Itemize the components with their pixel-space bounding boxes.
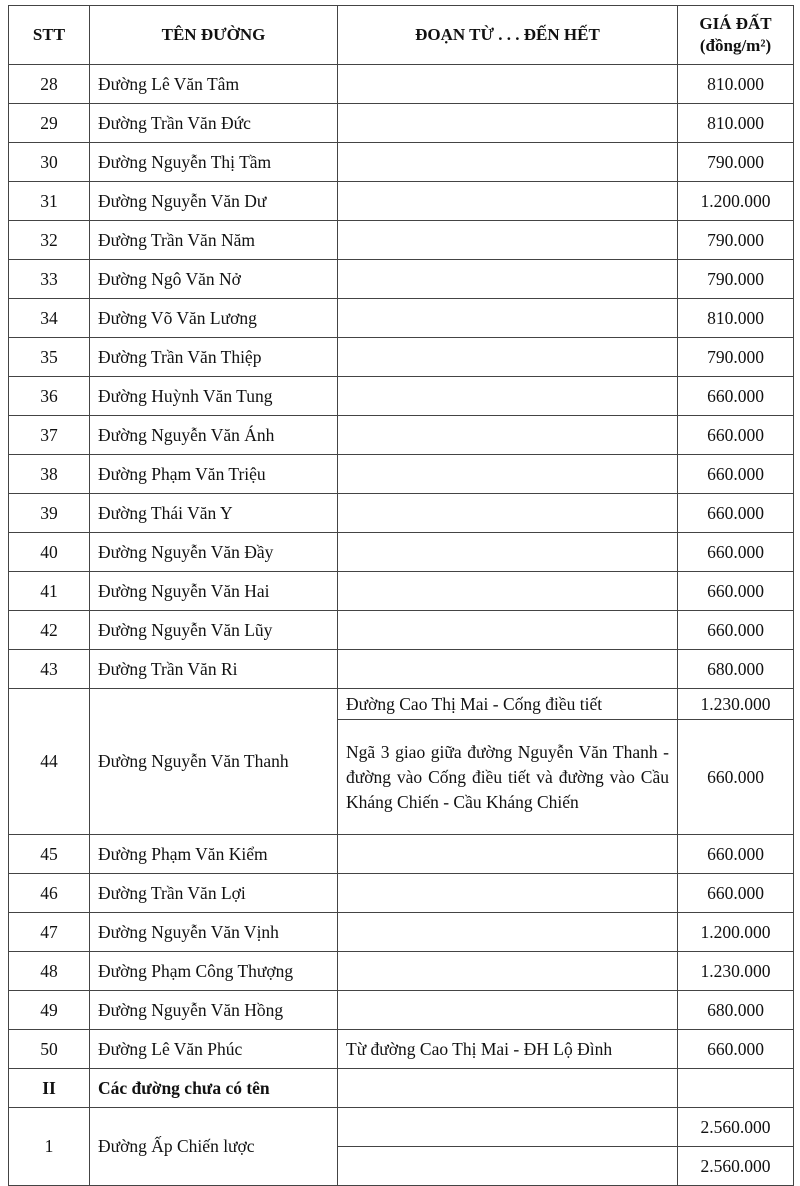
- cell-segment: [338, 416, 678, 455]
- table-row: [9, 299, 794, 338]
- cell-price: 810.000: [678, 65, 794, 104]
- cell-stt: 37: [9, 416, 90, 455]
- cell-segment: [338, 1147, 678, 1186]
- cell-segment: [338, 1108, 678, 1147]
- table-row: [9, 416, 794, 455]
- cell-stt: 31: [9, 182, 90, 221]
- cell-name: Đường Võ Văn Lương: [90, 299, 338, 338]
- cell-segment: Từ đường Cao Thị Mai - ĐH Lộ Đình: [338, 1030, 678, 1069]
- cell-price: 660.000: [678, 835, 794, 874]
- table-row: [9, 1030, 794, 1069]
- cell-price: [678, 1069, 794, 1108]
- cell-stt: 30: [9, 143, 90, 182]
- cell-name: Đường Ấp Chiến lược: [90, 1108, 338, 1186]
- table-row: [9, 455, 794, 494]
- cell-segment: [338, 913, 678, 952]
- cell-segment: [338, 65, 678, 104]
- cell-name: Đường Trần Văn Ri: [90, 650, 338, 689]
- table-row: [9, 533, 794, 572]
- cell-stt: 49: [9, 991, 90, 1030]
- cell-stt: 34: [9, 299, 90, 338]
- cell-stt: 29: [9, 104, 90, 143]
- cell-name: Đường Nguyễn Văn Ánh: [90, 416, 338, 455]
- cell-name: Đường Nguyễn Văn Hồng: [90, 991, 338, 1030]
- cell-stt: 50: [9, 1030, 90, 1069]
- cell-name: Đường Huỳnh Văn Tung: [90, 377, 338, 416]
- cell-segment: [338, 260, 678, 299]
- cell-name: Đường Nguyễn Văn Dư: [90, 182, 338, 221]
- cell-name: Đường Phạm Văn Kiểm: [90, 835, 338, 874]
- cell-stt: 1: [9, 1108, 90, 1186]
- table-row: [9, 611, 794, 650]
- header-street-name: TÊN ĐƯỜNG: [90, 6, 338, 65]
- cell-price: 790.000: [678, 260, 794, 299]
- cell-segment: [338, 455, 678, 494]
- cell-stt: 28: [9, 65, 90, 104]
- cell-segment: Ngã 3 giao giữa đường Nguyễn Văn Thanh - đường vào Cống điều tiết và đường vào Cầu Kháng Chiến - Cầu Kháng Chiến: [338, 720, 678, 835]
- cell-stt: 46: [9, 874, 90, 913]
- cell-price: 680.000: [678, 650, 794, 689]
- table-header: [9, 6, 794, 65]
- cell-price: 790.000: [678, 338, 794, 377]
- cell-name: Đường Nguyễn Văn Đầy: [90, 533, 338, 572]
- cell-price: 810.000: [678, 299, 794, 338]
- cell-price: 660.000: [678, 455, 794, 494]
- table-row: [9, 104, 794, 143]
- cell-price: 1.230.000: [678, 952, 794, 991]
- cell-price: 810.000: [678, 104, 794, 143]
- cell-stt: 48: [9, 952, 90, 991]
- table-row: [9, 650, 794, 689]
- table-row-ap-segment-1: [9, 1108, 794, 1147]
- cell-stt: 39: [9, 494, 90, 533]
- cell-name: Đường Lê Văn Phúc: [90, 1030, 338, 1069]
- table-row: [9, 913, 794, 952]
- cell-price: 660.000: [678, 1030, 794, 1069]
- cell-price: 660.000: [678, 533, 794, 572]
- cell-segment: [338, 533, 678, 572]
- cell-name: Đường Phạm Công Thượng: [90, 952, 338, 991]
- cell-segment: [338, 952, 678, 991]
- cell-segment: [338, 338, 678, 377]
- cell-price: 660.000: [678, 611, 794, 650]
- cell-segment: [338, 143, 678, 182]
- cell-name: Đường Nguyễn Thị Tầm: [90, 143, 338, 182]
- land-price-table: [8, 5, 794, 1186]
- table-row: [9, 874, 794, 913]
- cell-segment: Đường Cao Thị Mai - Cống điều tiết: [338, 689, 678, 720]
- cell-segment: [338, 835, 678, 874]
- cell-segment: [338, 182, 678, 221]
- cell-name: Đường Ngô Văn Nở: [90, 260, 338, 299]
- cell-name: Đường Lê Văn Tâm: [90, 65, 338, 104]
- cell-stt: 40: [9, 533, 90, 572]
- cell-name: Đường Trần Văn Năm: [90, 221, 338, 260]
- table-row: [9, 260, 794, 299]
- cell-name: Đường Phạm Văn Triệu: [90, 455, 338, 494]
- cell-name: Đường Thái Văn Y: [90, 494, 338, 533]
- cell-segment: [338, 299, 678, 338]
- cell-price: 790.000: [678, 143, 794, 182]
- cell-segment: [338, 1069, 678, 1108]
- cell-segment: [338, 221, 678, 260]
- cell-stt: 38: [9, 455, 90, 494]
- header-segment: ĐOẠN TỪ . . . ĐẾN HẾT: [338, 6, 678, 65]
- cell-name: Đường Nguyễn Văn Lũy: [90, 611, 338, 650]
- table-row: [9, 835, 794, 874]
- cell-name: Đường Trần Văn Đức: [90, 104, 338, 143]
- header-price: GIÁ ĐẤT (đồng/m²): [678, 6, 794, 65]
- cell-price: 660.000: [678, 720, 794, 835]
- cell-price: 2.560.000: [678, 1108, 794, 1147]
- cell-stt: 32: [9, 221, 90, 260]
- table-row: [9, 494, 794, 533]
- cell-price: 790.000: [678, 221, 794, 260]
- cell-price: 1.200.000: [678, 182, 794, 221]
- cell-segment: [338, 494, 678, 533]
- cell-segment: [338, 650, 678, 689]
- cell-stt: 43: [9, 650, 90, 689]
- cell-price: 660.000: [678, 494, 794, 533]
- table-row: [9, 377, 794, 416]
- cell-segment: [338, 611, 678, 650]
- table-row: [9, 182, 794, 221]
- table-row: [9, 952, 794, 991]
- header-stt: STT: [9, 6, 90, 65]
- cell-stt: 44: [9, 689, 90, 835]
- cell-stt: 41: [9, 572, 90, 611]
- cell-name: Đường Nguyễn Văn Hai: [90, 572, 338, 611]
- section-header-row: [9, 1069, 794, 1108]
- cell-segment: [338, 991, 678, 1030]
- table-row: [9, 65, 794, 104]
- cell-segment: [338, 874, 678, 913]
- cell-price: 2.560.000: [678, 1147, 794, 1186]
- cell-segment: [338, 377, 678, 416]
- cell-price: 1.230.000: [678, 689, 794, 720]
- cell-price: 680.000: [678, 991, 794, 1030]
- cell-name: Đường Trần Văn Lợi: [90, 874, 338, 913]
- cell-price: 660.000: [678, 377, 794, 416]
- cell-name: Đường Nguyễn Văn Vịnh: [90, 913, 338, 952]
- table-row: [9, 338, 794, 377]
- cell-price: 660.000: [678, 416, 794, 455]
- cell-name: Đường Trần Văn Thiệp: [90, 338, 338, 377]
- cell-price: 1.200.000: [678, 913, 794, 952]
- cell-segment: [338, 572, 678, 611]
- section-number: II: [9, 1069, 90, 1108]
- cell-price: 660.000: [678, 874, 794, 913]
- cell-stt: 45: [9, 835, 90, 874]
- cell-name: Đường Nguyễn Văn Thanh: [90, 689, 338, 835]
- cell-stt: 33: [9, 260, 90, 299]
- table-row: [9, 991, 794, 1030]
- cell-stt: 36: [9, 377, 90, 416]
- table-row-44-segment-1: [9, 689, 794, 720]
- cell-stt: 35: [9, 338, 90, 377]
- table-row: [9, 221, 794, 260]
- section-title: Các đường chưa có tên: [90, 1069, 338, 1108]
- cell-stt: 47: [9, 913, 90, 952]
- cell-stt: 42: [9, 611, 90, 650]
- cell-segment: [338, 104, 678, 143]
- table-row: [9, 572, 794, 611]
- table-row: [9, 143, 794, 182]
- cell-price: 660.000: [678, 572, 794, 611]
